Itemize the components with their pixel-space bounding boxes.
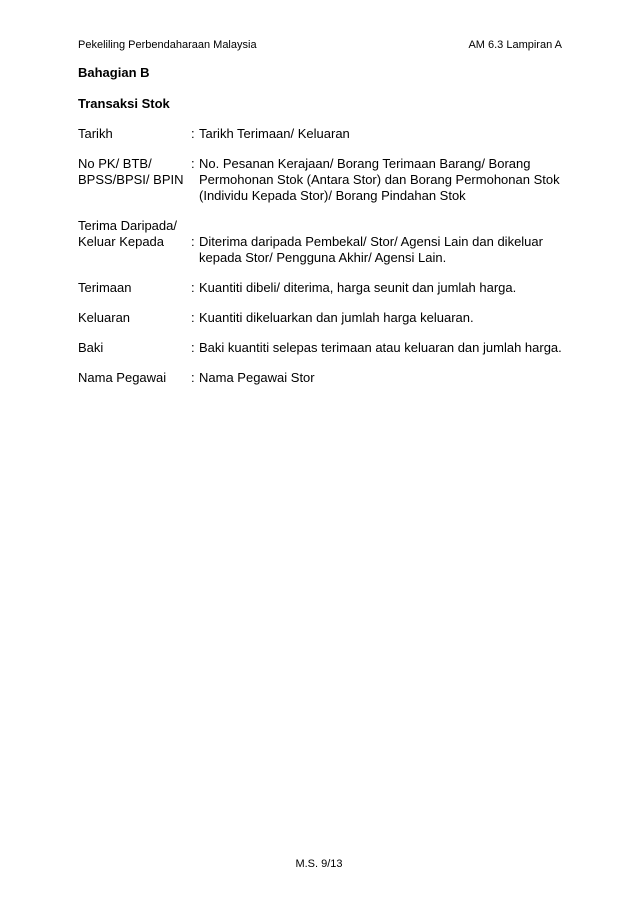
definition-list [78,126,578,400]
definition-row-terima-daripada [78,218,578,266]
row-label-line: Nama Pegawai [78,370,167,385]
row-colon: : [191,156,195,171]
row-value-line: Diterima daripada Pembekal/ Stor/ Agensi Lain dan dikeluar [199,234,543,249]
row-label [78,280,190,296]
row-value-line: kepada Stor/ Pengguna Akhir/ Agensi Lain. [199,250,447,265]
row-value [191,310,578,326]
row-value-line: (Individu Kepada Stor)/ Borang Pindahan Stok [199,188,466,203]
row-label [78,310,190,326]
row-value [191,218,578,266]
row-value-line: Kuantiti dibeli/ diterima, harga seunit dan jumlah harga. [199,280,517,295]
row-colon: : [191,126,195,141]
row-label-line: Terimaan [78,280,132,295]
row-value-line: Permohonan Stok (Antara Stor) dan Borang Permohonan Stok [199,172,560,187]
header-publication: Pekeliling Perbendaharaan Malaysia [78,39,257,51]
row-value-line: Kuantiti dikeluarkan dan jumlah harga keluaran. [199,310,474,325]
row-label [78,156,190,188]
row-value-line: Tarikh Terimaan/ Keluaran [199,126,350,141]
row-label [78,126,190,142]
row-value [191,370,578,386]
row-label-line: BPSS/BPSI/ BPIN [78,172,184,187]
row-label-line: No PK/ BTB/ [78,156,152,171]
definition-row-nama-pegawai [78,370,578,386]
definition-row-no-pk [78,156,578,204]
row-label [78,340,190,356]
definition-row-baki [78,340,578,356]
row-value [191,126,578,142]
row-label-line: Keluar Kepada [78,234,165,249]
row-value-line: Baki kuantiti selepas terimaan atau keluaran dan jumlah harga. [199,340,562,355]
header-reference: AM 6.3 Lampiran A [468,39,562,51]
definition-row-terimaan [78,280,578,296]
row-label-line: Tarikh [78,126,113,141]
page-number: M.S. 9/13 [295,858,343,870]
row-colon: : [191,280,195,295]
row-value [191,280,578,296]
row-label-line: Keluaran [78,310,131,325]
subsection-title: Transaksi Stok [78,96,170,111]
row-value [191,340,578,356]
row-colon: : [191,310,195,325]
definition-row-keluaran [78,310,578,326]
row-colon: : [191,340,195,355]
row-label-line: Terima Daripada/ [78,218,177,233]
row-label [78,370,190,386]
row-colon: : [191,370,195,385]
section-title: Bahagian B [78,65,150,80]
definition-row-tarikh [78,126,578,142]
row-label [78,218,190,250]
row-value-line: Nama Pegawai Stor [199,370,315,385]
row-label-line: Baki [78,340,104,355]
row-value-line: No. Pesanan Kerajaan/ Borang Terimaan Barang/ Borang [199,156,531,171]
row-colon: : [191,234,195,249]
row-value [191,156,578,204]
